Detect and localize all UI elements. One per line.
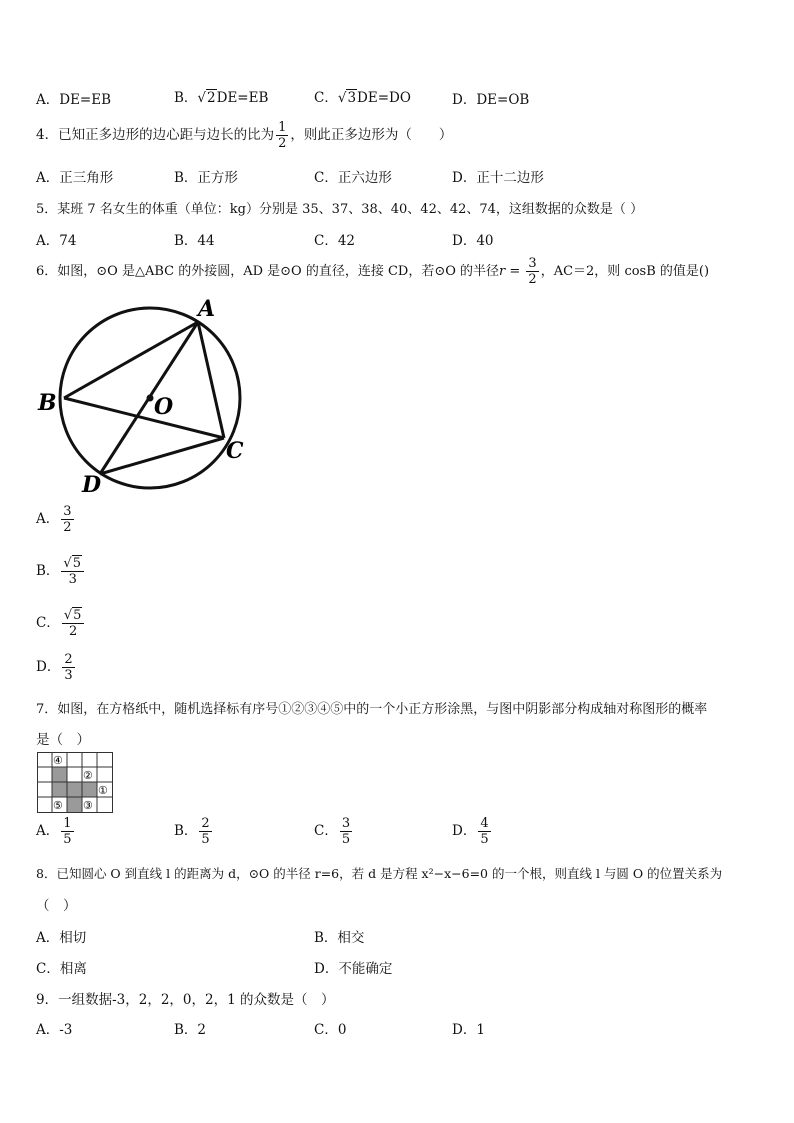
q6-option-c: [36, 608, 86, 639]
q9-option-a: A．-3: [36, 1022, 73, 1038]
frac-den: 2: [63, 520, 72, 535]
q4-stem: [36, 120, 452, 151]
q8-stem-line1: 8．已知圆心 O 到直线 l 的距离为 d，⊙O 的半径 r=6，若 d 是方程 x²−x−6=0 的一个根，则直线 l 与圆 O 的位置关系为: [36, 866, 723, 881]
frac-num: 3: [341, 816, 351, 831]
q6-r-var: r: [499, 264, 506, 279]
q7-option-d-frac: [478, 816, 490, 847]
radicand: 5: [73, 608, 82, 623]
q3-option-c: [314, 86, 411, 106]
q4-option-a: A．正三角形: [36, 170, 114, 186]
sqrt-symbol: √2: [197, 90, 216, 106]
q7-option-c-frac: [340, 816, 352, 847]
frac-num: 2: [201, 816, 210, 831]
q8-stem-line2: （ ）: [36, 898, 77, 914]
q7-option-a: [36, 816, 76, 847]
q6-stem: [36, 256, 709, 287]
q7-option-b-frac: [199, 816, 211, 847]
q6-eq: =: [505, 264, 525, 279]
q3-option-a: A．DE=EB: [36, 92, 112, 108]
q7-option-b-label: B．: [174, 823, 198, 839]
q8-option-c: C．相离: [36, 961, 87, 977]
mark-1: ①: [98, 784, 108, 797]
q3-option-c-label: C．: [314, 90, 338, 106]
frac-num: [62, 608, 85, 624]
q5-option-b: B．44: [174, 233, 215, 249]
q6-option-d: [36, 652, 77, 683]
q4-frac-den: 2: [278, 136, 287, 151]
q6-option-b-frac: [61, 556, 84, 587]
q6-fraction: [526, 256, 538, 287]
q3-option-b: [174, 86, 268, 106]
q7-option-a-frac: [61, 816, 73, 847]
q4-stem-post: ，则此正多边形为（ ）: [290, 127, 453, 143]
shaded-square: [67, 797, 82, 812]
q4-stem-pre: 4．已知正多边形的边心距与边长的比为: [36, 127, 275, 143]
q6-option-d-label: D．: [36, 659, 61, 675]
frac-den: 5: [201, 832, 210, 847]
q4-option-b: B．正方形: [174, 170, 238, 186]
q6-frac-num: 3: [528, 256, 537, 271]
q6-option-a: [36, 504, 76, 535]
q5-stem: 5．某班 7 名女生的体重（单位：kg）分别是 35、37、38、40、42、42、74，这组数据的众数是（ ）: [36, 202, 644, 217]
q9-option-c: C．0: [314, 1022, 347, 1038]
q7-option-c: [314, 816, 354, 847]
mark-3: ③: [83, 799, 93, 812]
q6-option-c-frac: [62, 608, 85, 639]
q3-option-b-label: B．: [174, 90, 198, 106]
q7-stem-line2: 是（ ）: [36, 732, 90, 748]
label-b: B: [38, 390, 57, 416]
q7-option-d: [452, 816, 493, 847]
q7-option-a-label: A．: [36, 823, 60, 839]
q5-option-a: A．74: [36, 233, 77, 249]
q6-option-b: [36, 556, 86, 587]
frac-num: 1: [63, 816, 72, 831]
shaded-square: [52, 767, 67, 782]
sqrt-symbol: √5: [63, 608, 82, 623]
frac-num: [61, 556, 84, 572]
shaded-square: [52, 782, 67, 797]
q7-option-b: [174, 816, 214, 847]
q6-frac-den: 2: [528, 272, 537, 287]
q5-option-c: C．42: [314, 233, 356, 249]
frac-den: 5: [480, 832, 489, 847]
mark-2: ②: [83, 769, 93, 782]
q4-fraction: [276, 120, 288, 151]
q6-option-c-label: C．: [36, 615, 60, 631]
q7-option-c-label: C．: [314, 823, 338, 839]
q5-option-d: D．40: [452, 233, 494, 249]
segment-ab: [64, 322, 198, 398]
center-point: [147, 395, 154, 402]
shaded-square: [82, 782, 97, 797]
q6-option-a-label: A．: [36, 511, 60, 527]
q3-option-c-radicand: 3: [347, 90, 357, 106]
q7-grid-figure: [37, 752, 113, 814]
q9-stem: 9．一组数据-3，2，2，0，2，1 的众数是（ ）: [36, 992, 335, 1008]
q9-option-d: D．1: [452, 1022, 485, 1038]
q8-option-b: B．相交: [314, 930, 365, 946]
label-o: O: [154, 394, 174, 420]
frac-den: 5: [341, 832, 351, 847]
q3-option-b-text: DE=EB: [216, 90, 269, 106]
q6-circle-figure: [36, 296, 256, 500]
q6-option-a-frac: [61, 504, 73, 535]
label-c: C: [226, 438, 244, 464]
mark-4: ④: [53, 754, 63, 767]
q7-option-d-label: D．: [452, 823, 477, 839]
q6-option-d-frac: [62, 652, 74, 683]
sqrt-symbol: √5: [63, 556, 81, 571]
q3-option-d: D．DE=OB: [452, 92, 530, 108]
q8-option-a: A．相切: [36, 930, 87, 946]
mark-5: ⑤: [53, 799, 63, 812]
q7-stem-line1: 7．如图，在方格纸中，随机选择标有序号①②③④⑤中的一个小正方形涂黑，与图中阴影部分构成轴对称图形的概率: [36, 702, 708, 717]
q9-option-b: B．2: [174, 1022, 207, 1038]
q6-stem-post: ，AC＝2，则 cosB 的值是(): [540, 264, 710, 279]
q4-option-c: C．正六边形: [314, 170, 392, 186]
q6-stem-pre: 6．如图，⊙O 是△ABC 的外接圆，AD 是⊙O 的直径，连接 CD，若⊙O 的半径: [36, 264, 500, 279]
frac-num: 2: [64, 652, 73, 667]
sqrt-symbol: √3: [337, 90, 357, 106]
frac-num: 3: [63, 504, 72, 519]
label-d: D: [82, 472, 102, 498]
frac-den: 3: [64, 668, 73, 683]
label-a: A: [198, 296, 216, 322]
q3-option-c-text: DE=DO: [357, 90, 411, 106]
q4-frac-num: 1: [278, 120, 287, 135]
q6-option-b-label: B．: [36, 563, 60, 579]
frac-den: 2: [68, 624, 78, 639]
frac-num: 4: [480, 816, 489, 831]
frac-den: 3: [68, 572, 77, 587]
frac-den: 5: [63, 832, 72, 847]
shaded-square: [67, 782, 82, 797]
q3-option-b-radicand: 2: [207, 90, 216, 106]
q8-option-d: D．不能确定: [314, 961, 393, 977]
radicand: 5: [72, 556, 81, 571]
q4-option-d: D．正十二边形: [452, 170, 544, 186]
